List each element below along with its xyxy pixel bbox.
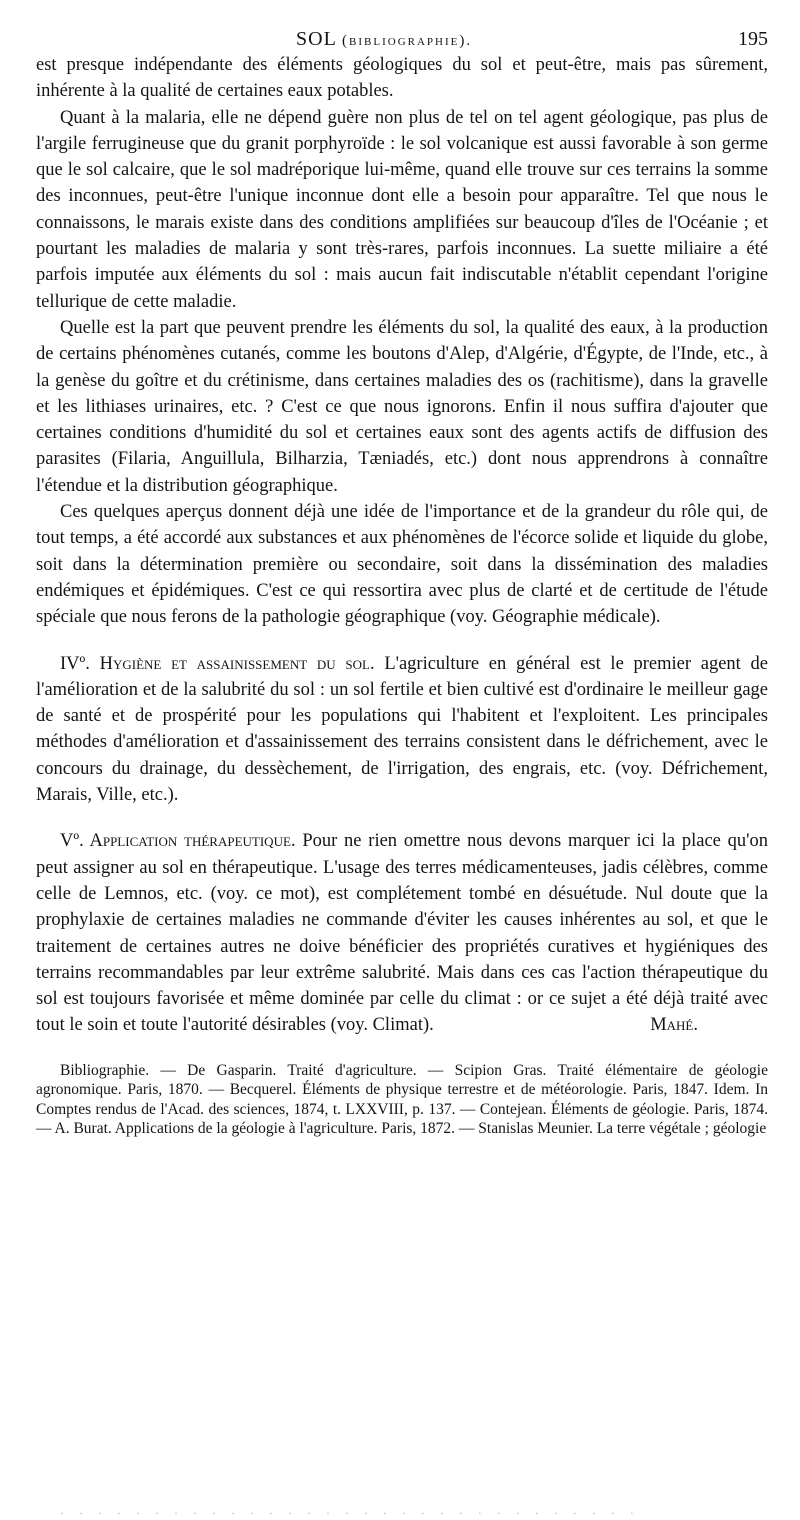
- paragraph-soil-elements: Quelle est la part que peuvent prendre les éléments du sol, la qualité des eaux, à la production de certains phénomènes cutanés, comme les boutons d'Alep, d'Algérie, d'Égypte, de l'Inde, etc., à la genèse du goître et du crétinisme, dans certaines maladies des os (rachitisme), dans la gravelle et les lithiases urinaires, etc. ? C'est ce que nous ignorons. Enfin il nous suffira d'ajouter que certaines conditions d'humidité du sol et certaines eaux sont des agents actifs de diffusion des parasites (Filaria, Anguillula, Bilharzia, Tæniadés, etc.) dont nous apprendrons à connaître l'étendue et la distribution géographique.: [36, 317, 768, 496]
- running-title-main: SOL: [296, 28, 337, 50]
- document-page: [36, 22, 768, 1138]
- section-hygiene: [36, 651, 768, 809]
- section-hygiene-heading: IVº. Hygiène et assainissement du sol.: [60, 653, 375, 674]
- cut-off-line-fragment: · · · · · · · · · · · · · · · · · · · · · · · · · · · · · · ·: [60, 1506, 640, 1516]
- paragraph-overview: Ces quelques aperçus donnent déjà une idée de l'importance et de la grandeur du rôle qui, de tout temps, a été accordé aux substances et aux phénomènes de l'écorce solide et liquide du globe, soit dans la détermination première ou secondaire, soit dans la dissémination des maladies endémiques et épidémiques. C'est ce qui ressortira avec plus de clarté et de certitude de l'étude spéciale que nous ferons de la pathologie géographique (voy. Géographie médicale).: [36, 502, 768, 628]
- section-therapeutic-body: Pour ne rien omettre nous devons marquer ici la place qu'on peut assigner au sol en thérapeutique. L'usage des terres médicamenteuses, jadis célèbres, comme celle de Lemnos, etc. (voy. ce mot), est complétement tombé en désuétude. Nul doute que la prophylaxie de certaines maladies ne commande d'éviter les causes inhérentes au sol, et que le traitement de certaines autres ne doive bénéficier des propriétés curatives et hygiéniques des terrains recommandables par leur extrême salubrité. Mais dans ces cas l'action thérapeutique du sol est toujours favorisée et même dominée par celle du climat : or ce sujet a été déjà traité avec tout le soin et toute l'autorité désirables (voy. Climat).: [36, 831, 768, 1036]
- bibliography: Bibliographie. — De Gasparin. Traité d'agriculture. — Scipion Gras. Traité élémentaire de géologie agronomique. Paris, 1870. — Becquerel. Éléments de physique terrestre et de météorologie. Paris, 1847. Idem. In Comptes rendus de l'Acad. des sciences, 1874, t. LXXVIII, p. 137. — Contejean. Éléments de géologie. Paris, 1874. — A. Burat. Applications de la géologie à l'agriculture. Paris, 1872. — Stanislas Meunier. La terre végétale ; géologie: [36, 1061, 768, 1137]
- running-title: [296, 28, 472, 51]
- section-therapeutic: [36, 828, 768, 1038]
- page-number: 195: [738, 28, 768, 50]
- author-signature: Mahé.: [650, 1015, 698, 1036]
- paragraph-malaria: Quant à la malaria, elle ne dépend guère non plus de tel on tel agent géologique, pas plus de l'argile ferrugineuse que du granit porphyroïde : le sol volcanique est aussi favorable à son germe que le sol calcaire, que le sol madréporique lui-même, quand elle trouve sur ces terrains la somme des inconnues, peut-être l'unique inconnue dont elle a besoin pour apparaître. Tel que nous le connaissons, le marais existe dans des conditions amplifiées sur beaucoup d'îles de l'Océanie ; et pourtant les maladies de malaria y sont très-rares, parfois inconnues. La suette miliaire a été parfois imputée aux éléments du sol : mais aucun fait indiscutable n'établit cependant l'origine tellurique de cette maladie.: [36, 107, 768, 312]
- running-title-sub: (bibliographie).: [342, 33, 473, 49]
- section-hygiene-body: L'agriculture en général est le premier agent de l'amélioration et de la salubrité du sol : un sol fertile et bien cultivé est d'ordinaire le meilleur gage de santé et de prospérité pour les populations qui l'habitent et l'exploitent. Les principales méthodes d'amélioration et d'assainissement des terrains consistent dans le défrichement, avec le concours du drainage, du dessèchement, de l'irrigation, des engrais, etc. (voy. Défrichement, Marais, Ville, etc.).: [36, 653, 768, 806]
- paragraph-continuation: est presque indépendante des éléments géologiques du sol et peut-être, mais pas sûrement, inhérente à la qualité de certaines eaux potables.: [36, 55, 768, 102]
- section-therapeutic-heading: Vº. Application thérapeutique.: [60, 831, 296, 852]
- running-header: [36, 22, 768, 52]
